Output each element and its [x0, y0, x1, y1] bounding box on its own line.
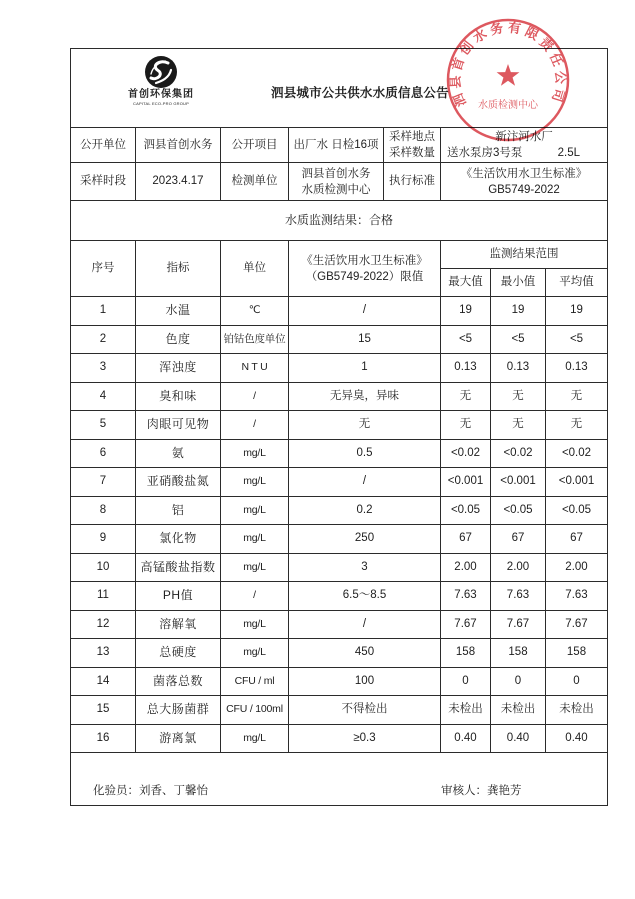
table-row	[71, 382, 608, 411]
cell-unit: mg/L	[221, 468, 289, 497]
reviewer-signature: 审核人：龚艳芳	[441, 785, 522, 797]
cell-indicator: 氯化物	[136, 525, 221, 554]
cell-limit: 无异臭，异味	[289, 382, 441, 411]
cell-indicator: 菌落总数	[136, 667, 221, 696]
standard-line2: GB5749-2022	[488, 183, 560, 196]
monitoring-result: 水质监测结果：合格	[71, 201, 608, 241]
cell-unit: /	[221, 582, 289, 611]
cell-max: 0	[441, 667, 491, 696]
cell-unit: /	[221, 382, 289, 411]
table-row	[71, 639, 608, 668]
cell-limit: 0.5	[289, 439, 441, 468]
table-row	[71, 496, 608, 525]
footer-cell	[71, 753, 608, 806]
header-min: 最小值	[491, 269, 546, 297]
cell-min: <5	[491, 325, 546, 354]
header-unit: 单位	[221, 241, 289, 297]
cell-indicator: 亚硝酸盐氮	[136, 468, 221, 497]
cell-no: 16	[71, 724, 136, 753]
lab-label: 检测单位	[221, 163, 289, 201]
cell-max: 0.40	[441, 724, 491, 753]
cell-max: 无	[441, 411, 491, 440]
logo-name-en: CAPITAL ECO-PRO GROUP	[133, 101, 189, 106]
cell-min: 67	[491, 525, 546, 554]
cell-indicator: 臭和味	[136, 382, 221, 411]
cell-no: 15	[71, 696, 136, 725]
cell-no: 10	[71, 553, 136, 582]
cell-unit: ℃	[221, 297, 289, 326]
sampling-label-cell	[384, 128, 441, 163]
cell-limit: 不得检出	[289, 696, 441, 725]
cell-avg: <5	[546, 325, 608, 354]
cell-min: <0.001	[491, 468, 546, 497]
star-icon	[497, 64, 520, 86]
cell-avg: 无	[546, 382, 608, 411]
cell-max: 未检出	[441, 696, 491, 725]
water-quality-notice-table	[70, 48, 608, 806]
cell-limit: /	[289, 468, 441, 497]
logo-name-cn: 首创环保集团	[128, 89, 194, 100]
footer-row	[71, 753, 608, 806]
cell-indicator: 水温	[136, 297, 221, 326]
cell-limit: 0.2	[289, 496, 441, 525]
cell-no: 8	[71, 496, 136, 525]
cell-min: 0.40	[491, 724, 546, 753]
table-row	[71, 297, 608, 326]
cell-limit: 1	[289, 354, 441, 383]
cell-unit: N T U	[221, 354, 289, 383]
period-label: 采样时段	[71, 163, 136, 201]
cell-avg: 2.00	[546, 553, 608, 582]
table-row	[71, 610, 608, 639]
cell-min: 0	[491, 667, 546, 696]
cell-max: 0.13	[441, 354, 491, 383]
cell-no: 2	[71, 325, 136, 354]
item-label: 公开项目	[221, 128, 289, 163]
cell-avg: 7.67	[546, 610, 608, 639]
seal-ring-text: 泗县首创水务有限责任公司	[448, 20, 568, 109]
cell-unit: mg/L	[221, 610, 289, 639]
cell-avg: 0	[546, 667, 608, 696]
document-title: 泗县城市公共供水水质信息公告	[271, 86, 449, 100]
lab-line2: 水质检测中心	[301, 183, 371, 196]
cell-limit: 450	[289, 639, 441, 668]
standard-label: 执行标准	[384, 163, 441, 201]
publisher-value: 泗县首创水务	[136, 128, 221, 163]
cell-max: <5	[441, 325, 491, 354]
cell-limit: 无	[289, 411, 441, 440]
cell-unit: mg/L	[221, 639, 289, 668]
cell-avg: 无	[546, 411, 608, 440]
cell-min: 2.00	[491, 553, 546, 582]
cell-indicator: 总大肠菌群	[136, 696, 221, 725]
cell-no: 13	[71, 639, 136, 668]
company-logo	[126, 55, 196, 115]
header-limit-line2: （GB5749-2022）限值	[305, 270, 424, 283]
header-no: 序号	[71, 241, 136, 297]
cell-avg: 0.13	[546, 354, 608, 383]
cell-max: 7.67	[441, 610, 491, 639]
quantity-label: 采样数量	[389, 147, 435, 159]
standard-value-cell	[441, 163, 608, 201]
table-row	[71, 696, 608, 725]
cell-avg: 19	[546, 297, 608, 326]
cell-unit: mg/L	[221, 724, 289, 753]
cell-unit: mg/L	[221, 496, 289, 525]
cell-no: 14	[71, 667, 136, 696]
seal-center-text: 水质检测中心	[478, 100, 538, 111]
cell-unit: mg/L	[221, 525, 289, 554]
cell-avg: 0.40	[546, 724, 608, 753]
cell-max: 19	[441, 297, 491, 326]
cell-no: 1	[71, 297, 136, 326]
cell-avg: <0.05	[546, 496, 608, 525]
header-avg: 平均值	[546, 269, 608, 297]
lab-line1: 泗县首创水务	[301, 167, 371, 180]
table-row	[71, 468, 608, 497]
cell-indicator: 溶解氧	[136, 610, 221, 639]
cell-no: 9	[71, 525, 136, 554]
cell-max: <0.001	[441, 468, 491, 497]
cell-no: 11	[71, 582, 136, 611]
cell-unit: mg/L	[221, 553, 289, 582]
cell-max: 7.63	[441, 582, 491, 611]
cell-avg: 158	[546, 639, 608, 668]
cell-unit: 铂钴色度单位	[221, 325, 289, 354]
cell-limit: /	[289, 610, 441, 639]
svg-text:泗县首创水务有限责任公司	[449, 20, 568, 109]
sample-quantity: 2.5L	[557, 147, 580, 159]
cell-indicator: 铝	[136, 496, 221, 525]
cell-unit: /	[221, 411, 289, 440]
table-row	[71, 325, 608, 354]
cell-min: <0.05	[491, 496, 546, 525]
cell-max: 158	[441, 639, 491, 668]
cell-min: 7.63	[491, 582, 546, 611]
cell-no: 4	[71, 382, 136, 411]
cell-avg: 7.63	[546, 582, 608, 611]
lab-value-cell	[289, 163, 384, 201]
tester-signature: 化验员：刘香、丁馨怡	[93, 785, 208, 797]
site-line1: 新汴河水厂	[495, 131, 553, 143]
cell-indicator: PH值	[136, 582, 221, 611]
table-row	[71, 411, 608, 440]
cell-avg: 67	[546, 525, 608, 554]
cell-limit: 100	[289, 667, 441, 696]
cell-min: 未检出	[491, 696, 546, 725]
cell-min: 158	[491, 639, 546, 668]
cell-avg: <0.001	[546, 468, 608, 497]
table-row	[71, 667, 608, 696]
header-max: 最大值	[441, 269, 491, 297]
cell-min: 无	[491, 382, 546, 411]
cell-indicator: 色度	[136, 325, 221, 354]
cell-max: 67	[441, 525, 491, 554]
header-limit-line1: 《生活饮用水卫生标准》	[301, 254, 428, 267]
cell-no: 5	[71, 411, 136, 440]
table-row	[71, 439, 608, 468]
header-range: 监测结果范围	[441, 241, 608, 269]
cell-avg: <0.02	[546, 439, 608, 468]
cell-indicator: 总硬度	[136, 639, 221, 668]
cell-unit: mg/L	[221, 439, 289, 468]
table-row	[71, 724, 608, 753]
site-label: 采样地点	[389, 131, 435, 143]
period-value: 2023.4.17	[136, 163, 221, 201]
cell-unit: CFU / ml	[221, 667, 289, 696]
cell-min: 7.67	[491, 610, 546, 639]
cell-indicator: 肉眼可见物	[136, 411, 221, 440]
cell-avg: 未检出	[546, 696, 608, 725]
cell-no: 3	[71, 354, 136, 383]
cell-min: <0.02	[491, 439, 546, 468]
cell-no: 7	[71, 468, 136, 497]
cell-indicator: 氨	[136, 439, 221, 468]
cell-limit: 15	[289, 325, 441, 354]
publisher-label: 公开单位	[71, 128, 136, 163]
cell-limit: 250	[289, 525, 441, 554]
seal-stamp	[444, 16, 572, 144]
item-value: 出厂水 日检16项	[289, 128, 384, 163]
cell-min: 19	[491, 297, 546, 326]
cell-max: <0.02	[441, 439, 491, 468]
header-indicator: 指标	[136, 241, 221, 297]
table-row	[71, 525, 608, 554]
cell-min: 无	[491, 411, 546, 440]
header-limit-cell	[289, 241, 441, 297]
info-row-2	[71, 163, 608, 201]
site-line2: 送水泵房3号泵	[447, 147, 523, 159]
cell-limit: 3	[289, 553, 441, 582]
table-row	[71, 553, 608, 582]
cell-no: 12	[71, 610, 136, 639]
cell-limit: /	[289, 297, 441, 326]
table-row	[71, 354, 608, 383]
cell-indicator: 游离氯	[136, 724, 221, 753]
site-line2-wrap	[441, 145, 607, 161]
cell-limit: 6.5～8.5	[289, 582, 441, 611]
cell-indicator: 高锰酸盐指数	[136, 553, 221, 582]
cell-limit: ≥0.3	[289, 724, 441, 753]
cell-unit: CFU / 100ml	[221, 696, 289, 725]
cell-indicator: 浑浊度	[136, 354, 221, 383]
cell-min: 0.13	[491, 354, 546, 383]
swirl-logo-icon	[144, 55, 178, 89]
table-header-row-1	[71, 241, 608, 269]
cell-max: 2.00	[441, 553, 491, 582]
standard-line1: 《生活饮用水卫生标准》	[460, 167, 588, 180]
result-row	[71, 201, 608, 241]
cell-max: 无	[441, 382, 491, 411]
cell-no: 6	[71, 439, 136, 468]
cell-max: <0.05	[441, 496, 491, 525]
table-row	[71, 582, 608, 611]
